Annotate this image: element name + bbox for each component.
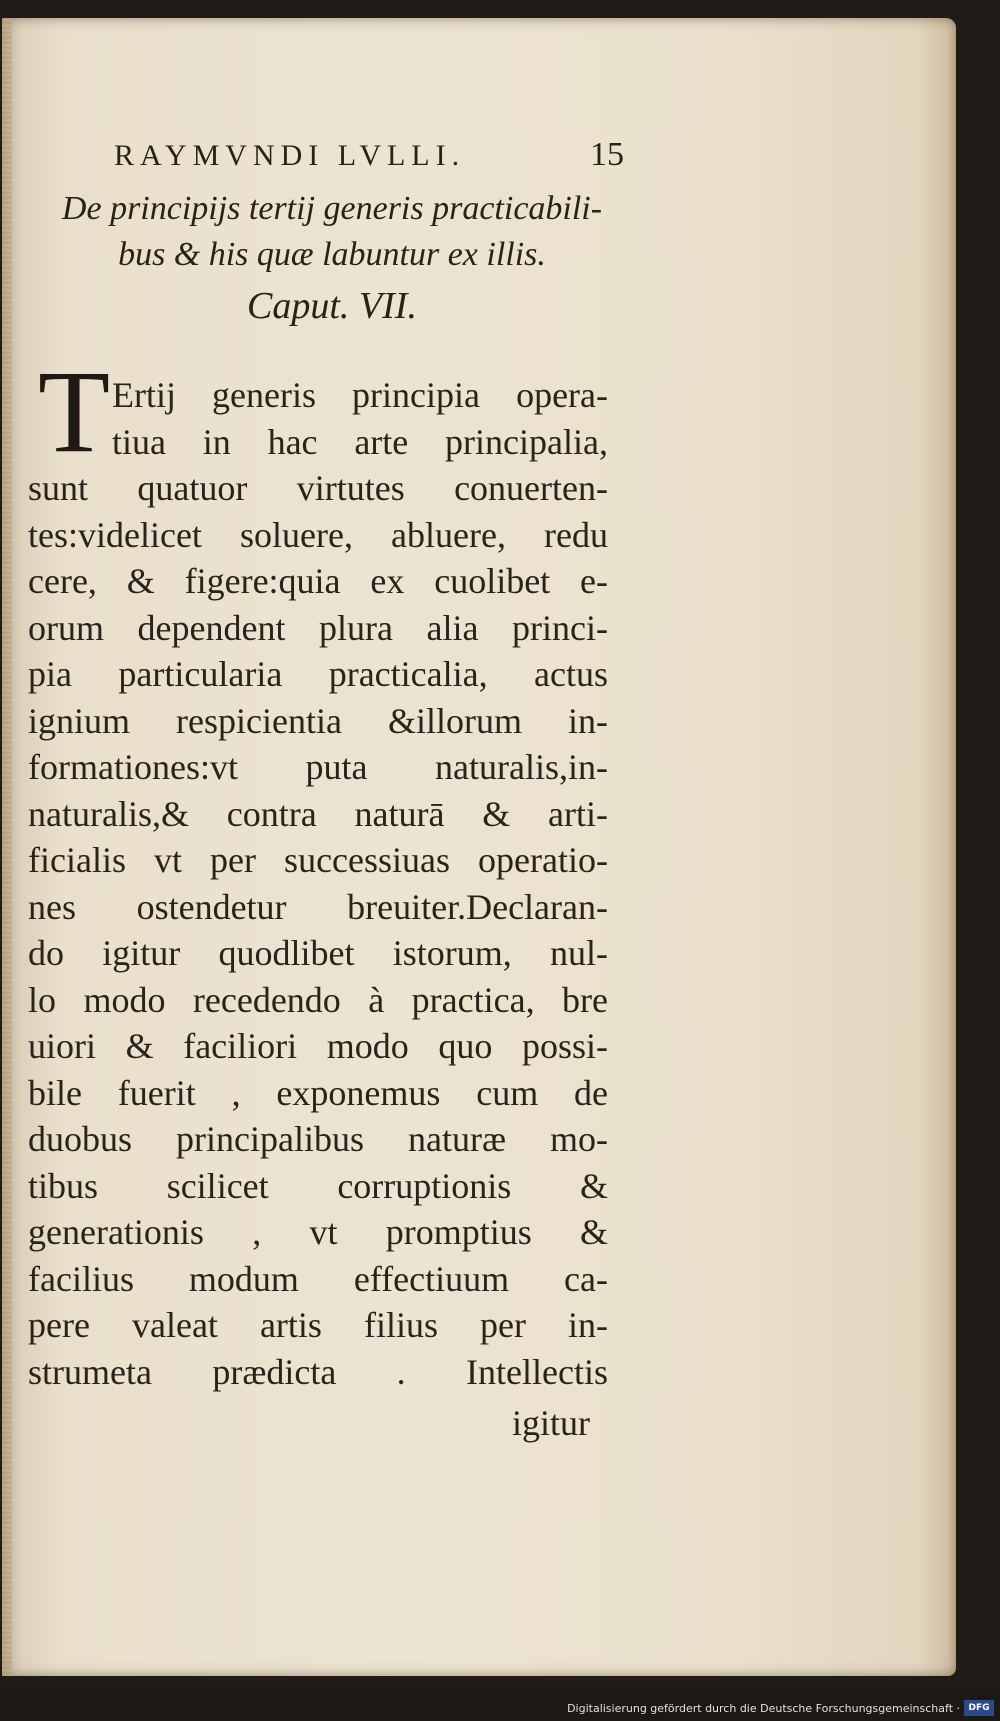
footer-bar (0, 1687, 1000, 1721)
drop-cap-initial: T (37, 346, 111, 477)
body-line: formationes:vt puta naturalis,in- (28, 747, 608, 787)
dfg-logo-icon: DFG (964, 1700, 994, 1716)
digitization-credit: Digitalisierung gefördert durch die Deutsche Forschungsgemeinschaft · (567, 1702, 960, 1715)
body-line: Ertij generis principia opera- (112, 375, 608, 415)
body-line: do igitur quodlibet istorum, nul- (28, 933, 608, 973)
body-line: duobus principalibus naturæ mo- (28, 1119, 608, 1159)
body-line: nes ostendetur breuiter.Declaran- (28, 886, 608, 927)
chapter-heading-line1: De principijs tertij generis practicabili- (61, 190, 603, 227)
body-line: pere valeat artis filius per in- (28, 1305, 608, 1345)
body-line: naturalis,& contra naturā & arti- (28, 793, 608, 834)
catchword: igitur (512, 1403, 590, 1443)
body-line: ficialis vt per successiuas operatio- (28, 840, 608, 880)
body-line: orum dependent plura alia princi- (28, 607, 608, 648)
body-line: facilius modum effectiuum ca- (28, 1258, 608, 1299)
book-page (2, 18, 956, 1676)
body-line: strumeta prædicta . Intellectis (28, 1351, 608, 1392)
body-line: lo modo recedendo à practica, bre (28, 979, 608, 1020)
body-line: tes:videlicet soluere, abluere, redu (28, 514, 608, 555)
chapter-heading-line2: bus & his quæ labuntur ex illis. (118, 236, 546, 273)
body-line: bile fuerit , exponemus cum de (28, 1072, 608, 1113)
body-line: cere, & figere:quia ex cuolibet e- (28, 561, 608, 601)
chapter-heading (42, 186, 622, 332)
chapter-caput: Caput. VII. (247, 285, 417, 327)
running-head (114, 136, 624, 176)
body-line: sunt quatuor virtutes conuerten- (28, 468, 608, 508)
body-line: uiori & faciliori modo quo possi- (28, 1026, 608, 1066)
body-text (28, 372, 608, 1395)
page-number: 15 (590, 136, 624, 173)
body-line: ignium respicientia &illorum in- (28, 700, 608, 741)
page-edge (2, 18, 12, 1676)
body-line: pia particularia practicalia, actus (28, 654, 608, 694)
body-line: tibus scilicet corruptionis & (28, 1165, 608, 1206)
running-title: RAYMVNDI LVLLI. (114, 139, 466, 172)
body-line: tiua in hac arte principalia, (112, 421, 608, 462)
body-line: generationis , vt promptius & (28, 1212, 608, 1252)
